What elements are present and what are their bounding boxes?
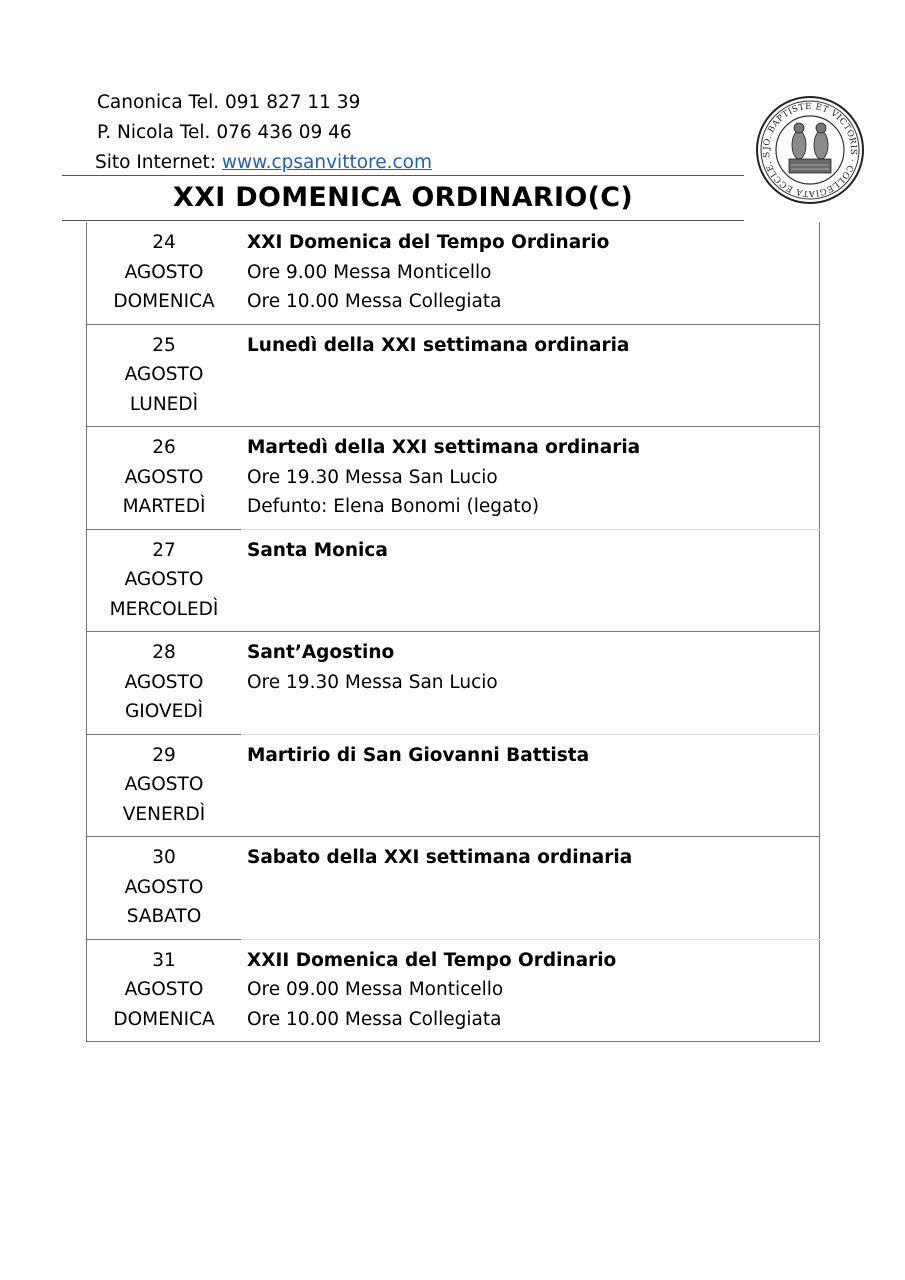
weekday-name: SABATO [126, 906, 202, 927]
event-title: Lunedì della XXI settimana ordinaria [247, 334, 630, 356]
date-cell [87, 734, 242, 837]
website-line [95, 148, 432, 178]
month-name: AGOSTO [124, 671, 204, 693]
parish-seal-icon [755, 95, 865, 205]
contact-canonica-number: 091 827 11 39 [225, 92, 361, 113]
events-cell [241, 529, 820, 632]
day-number: 26 [152, 437, 176, 458]
events-cell [241, 837, 820, 940]
events-cell [241, 427, 820, 530]
contact-nicola-number: 076 436 09 46 [216, 122, 352, 143]
schedule-table [86, 222, 820, 1042]
events-cell [241, 632, 820, 735]
month-name: AGOSTO [124, 466, 204, 488]
event-line: Ore 19.30 Messa San Lucio [247, 671, 498, 693]
weekday-name: LUNEDÌ [129, 393, 199, 415]
date-cell [87, 222, 242, 324]
event-title: Martedì della XXI settimana ordinaria [247, 437, 641, 458]
page-title: XXI DOMENICA ORDINARIO(C) [173, 182, 633, 213]
event-title: Sabato della XXI settimana ordinaria [247, 847, 633, 868]
table-row [87, 734, 820, 837]
month-name: AGOSTO [124, 364, 204, 385]
month-name: AGOSTO [124, 774, 204, 795]
table-row [87, 222, 820, 324]
table-row [87, 529, 820, 632]
month-name: AGOSTO [124, 876, 204, 898]
events-cell [241, 324, 820, 427]
event-line: Ore 09.00 Messa Monticello [247, 979, 504, 1000]
header-rule-top [62, 175, 744, 176]
event-title: XXI Domenica del Tempo Ordinario [247, 232, 610, 253]
month-name: AGOSTO [124, 979, 204, 1000]
events-cell [241, 734, 820, 837]
event-line: Defunto: Elena Bonomi (legato) [247, 496, 540, 517]
events-cell [241, 939, 820, 1042]
contact-canonica [95, 88, 432, 118]
day-number: 24 [152, 232, 176, 253]
date-cell [87, 837, 242, 940]
date-cell [87, 324, 242, 427]
weekday-name: GIOVEDÌ [124, 701, 204, 722]
seal-text: JO. BAPTISTE ET VICTORIS · COLLEGIATA ECCLE. S [761, 101, 859, 199]
day-number: 28 [152, 642, 176, 663]
day-number: 25 [152, 334, 176, 356]
day-number: 27 [152, 539, 176, 561]
table-row [87, 939, 820, 1042]
header-rule-bottom [62, 220, 744, 221]
event-title: Santa Monica [247, 539, 388, 561]
contact-block [95, 88, 432, 178]
event-title: Martirio di San Giovanni Battista [247, 744, 590, 766]
weekday-name: DOMENICA [113, 1008, 215, 1030]
event-line: Ore 19.30 Messa San Lucio [247, 466, 498, 488]
weekday-name: VENERDÌ [122, 803, 206, 825]
website-link[interactable]: www.cpsanvittore.com [221, 152, 432, 173]
event-title: Sant’Agostino [247, 642, 395, 663]
month-name: AGOSTO [124, 261, 204, 283]
website-label: Sito Internet: [95, 152, 222, 173]
date-cell [87, 939, 242, 1042]
table-row [87, 324, 820, 427]
day-number: 30 [152, 847, 176, 868]
event-line: Ore 10.00 Messa Collegiata [247, 1008, 502, 1030]
contact-canonica-label: Canonica Tel. [97, 92, 225, 113]
weekday-name: MARTEDÌ [122, 496, 206, 517]
date-cell [87, 529, 242, 632]
day-number: 29 [152, 744, 176, 766]
month-name: AGOSTO [124, 569, 204, 590]
events-cell [241, 222, 820, 324]
table-row [87, 837, 820, 940]
weekday-name: DOMENICA [113, 291, 215, 312]
weekday-name: MERCOLEDÌ [109, 598, 219, 620]
contact-nicola [95, 118, 432, 148]
date-cell [87, 427, 242, 530]
event-title: XXII Domenica del Tempo Ordinario [247, 949, 617, 971]
schedule-body [87, 222, 820, 1042]
day-number: 31 [152, 949, 176, 971]
date-cell [87, 632, 242, 735]
table-row [87, 632, 820, 735]
event-line: Ore 9.00 Messa Monticello [247, 261, 492, 283]
table-row [87, 427, 820, 530]
contact-nicola-label: P. Nicola Tel. [97, 122, 217, 143]
event-line: Ore 10.00 Messa Collegiata [247, 291, 502, 312]
